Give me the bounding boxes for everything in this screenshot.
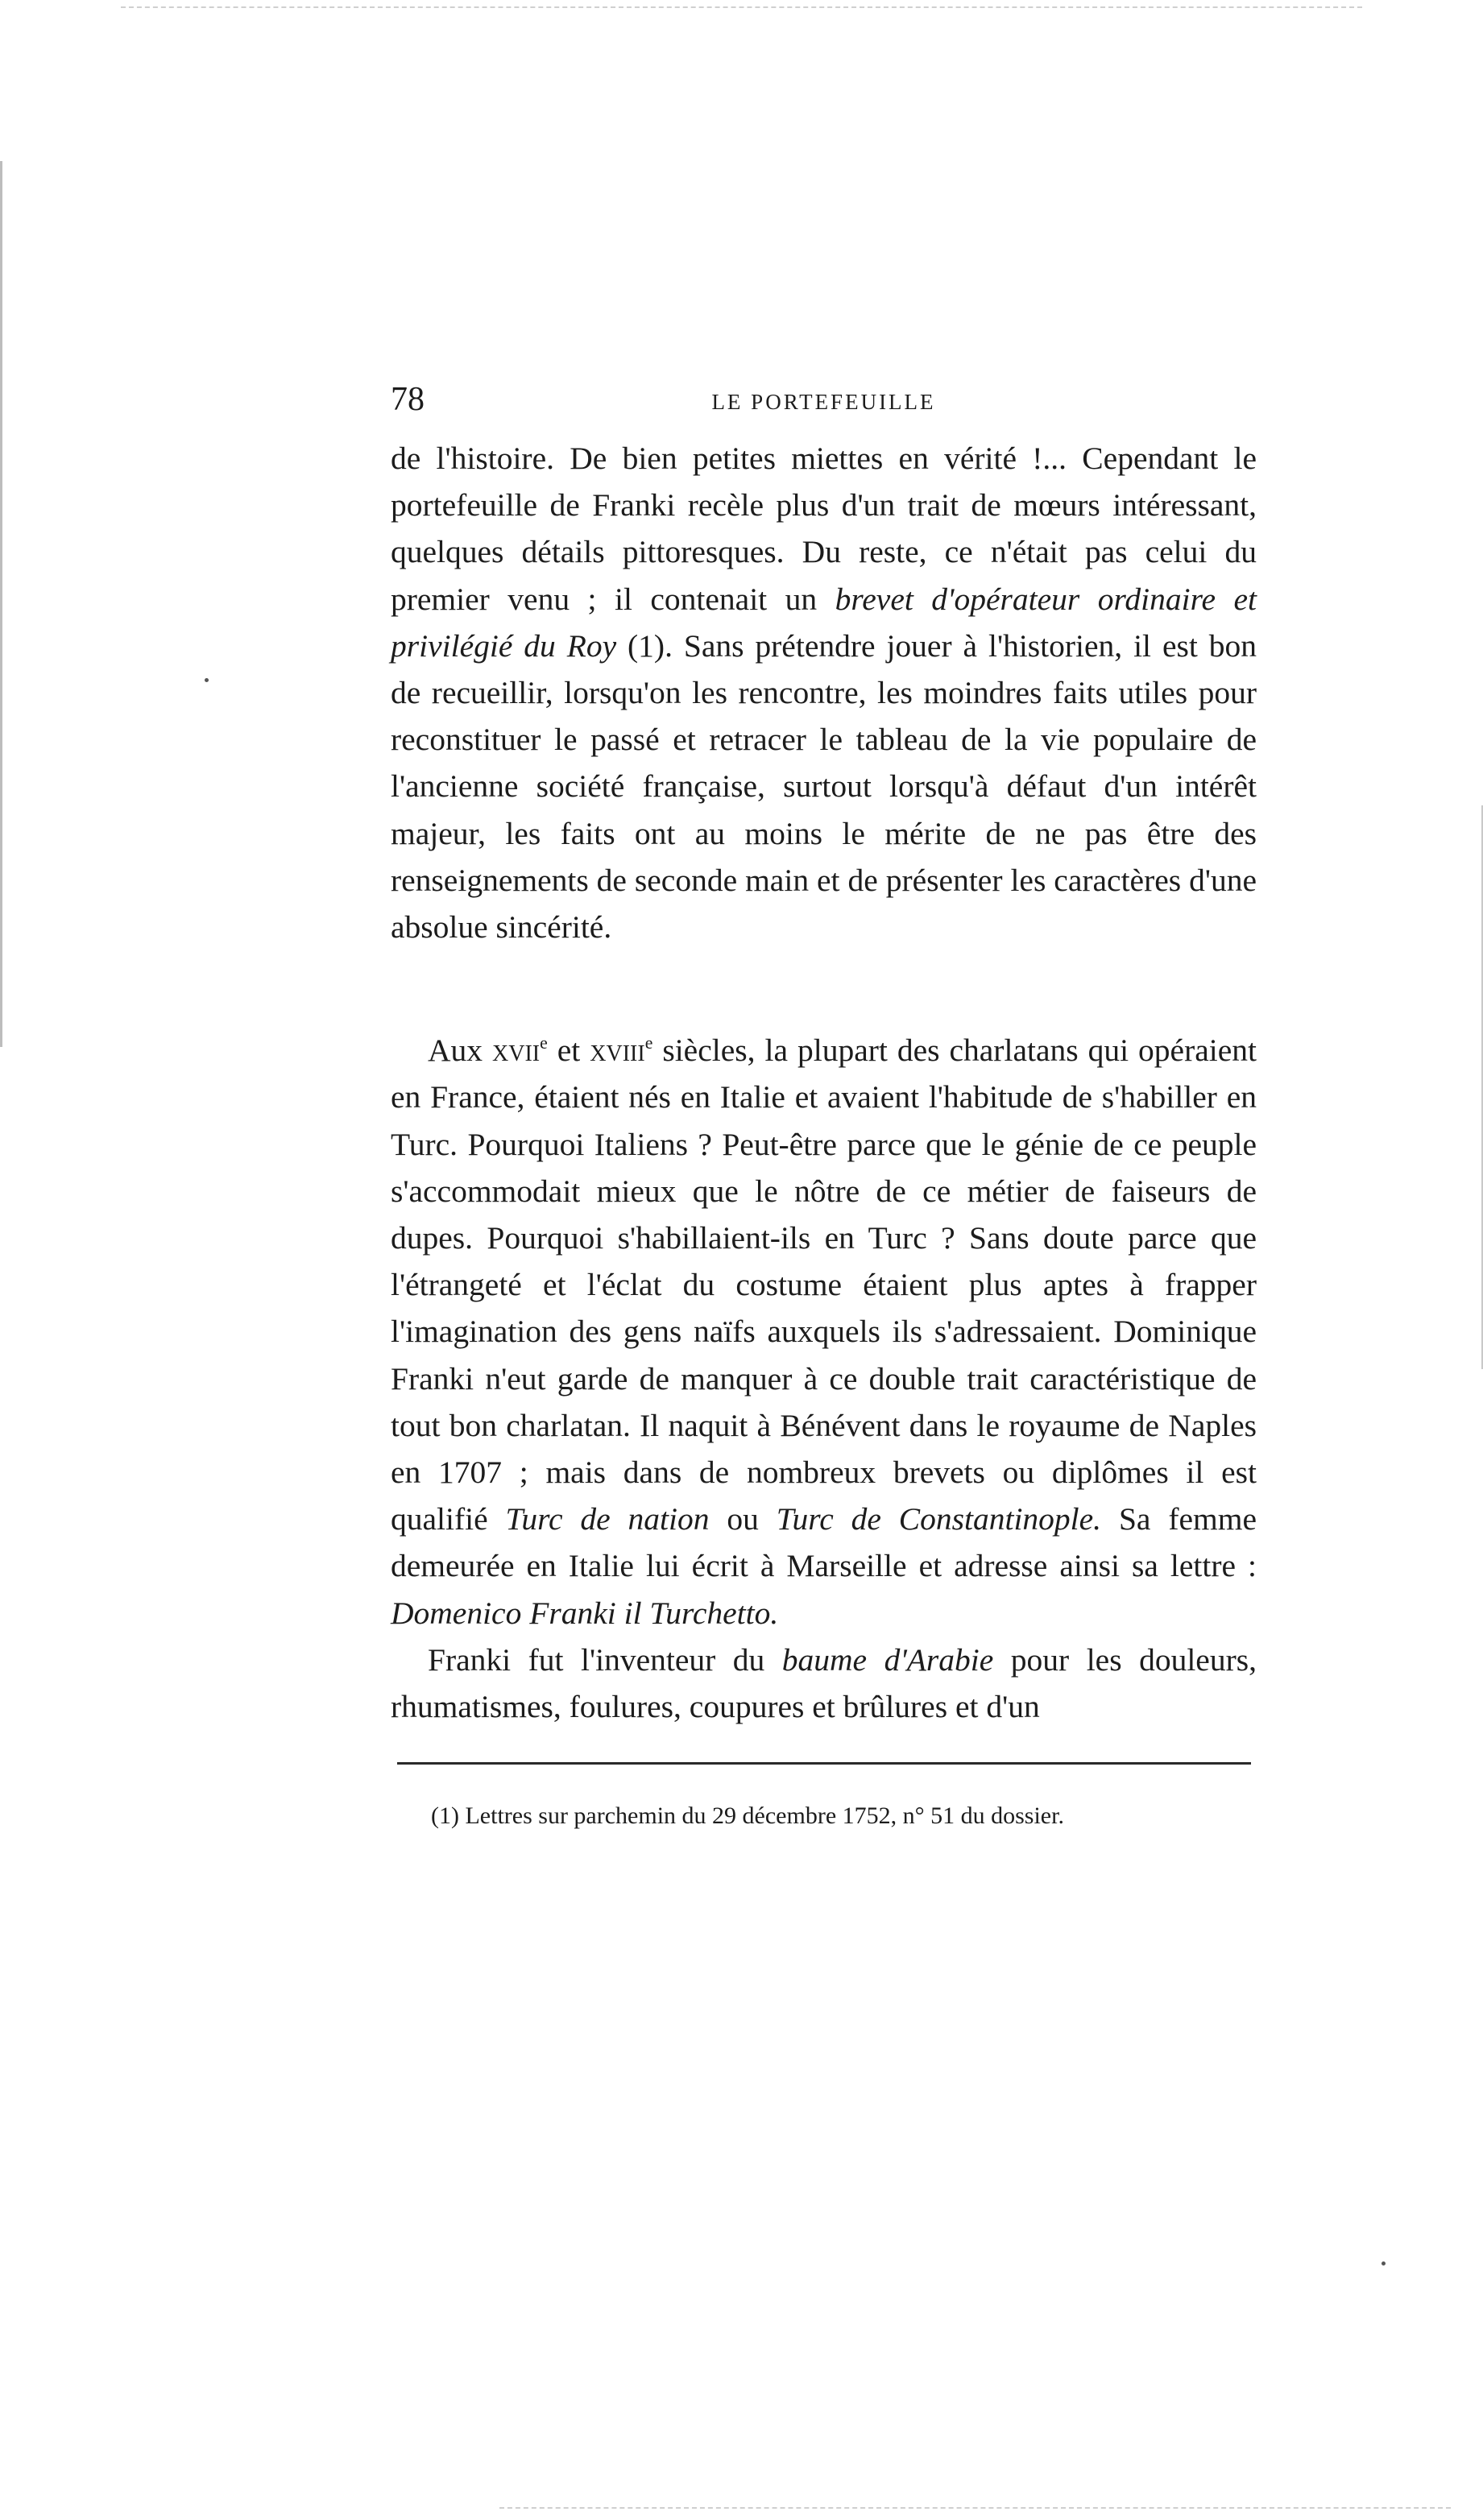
scan-bottom-marks	[499, 2507, 1451, 2510]
text-run: ou	[709, 1501, 777, 1537]
paragraph-3	[391, 1637, 1257, 1730]
text-run: Aux	[428, 1032, 493, 1069]
italic-text: Turc de Constantinople.	[776, 1501, 1102, 1537]
footnote-rule	[397, 1762, 1251, 1765]
section-gap	[391, 950, 1257, 1027]
paragraph-2	[391, 1027, 1257, 1637]
italic-text: baume d'Arabie	[781, 1641, 994, 1678]
running-head	[391, 379, 1257, 435]
text-run: siècles, la plupart des charlatans qui opéraient en France, étaient nés en Italie et avaient l'habitude de s'habiller en Turc. Pourquoi Italiens ? Peut-être parce que le génie de ce peuple s'accommodait mieux que le nôtre de ce métier de faiseurs de dupes. Pourquoi s'habillaient-ils en Turc ? Sans doute parce que l'étrangeté et l'éclat du costume étaient plus aptes à frapper l'imagination des gens naïfs auxquels ils s'adressaient. Dominique Franki n'eut garde de manquer à ce double trait caractéristique de tout bon charlatan. Il naquit à Bénévent dans le royaume de Naples en 1707 ; mais dans de nombreux brevets ou diplômes il est qualifié	[391, 1032, 1257, 1537]
superscript: e	[540, 1033, 548, 1053]
superscript: e	[644, 1033, 653, 1053]
italic-text: Turc de nation	[505, 1501, 710, 1537]
italic-text: brevet d'opérateur ordinaire et privilégié du Roy	[391, 581, 1257, 664]
running-title: LE PORTEFEUILLE	[711, 390, 936, 414]
century-numeral: xviii	[590, 1032, 645, 1069]
page-number: 78	[391, 381, 425, 418]
paragraph-1	[391, 435, 1257, 950]
scan-speck	[205, 678, 209, 682]
book-page	[391, 379, 1257, 1832]
italic-text: Domenico Franki il Turchetto.	[391, 1595, 779, 1631]
scan-speck	[1382, 2261, 1386, 2266]
footnote: (1) Lettres sur parchemin du 29 décembre 1752, n° 51 du dossier.	[431, 1802, 1064, 1830]
scan-left-edge	[0, 161, 2, 1047]
text-run: de l'histoire. De bien petites miettes en vérité !... Cependant le portefeuille de Franki recèle plus d'un trait de mœurs intéressant, quelques détails pittoresques. Du reste, ce n'était pas celui du premier venu ; il contenait un	[391, 441, 1257, 617]
text-run: Franki fut l'inventeur du	[428, 1641, 782, 1678]
century-numeral: xvii	[492, 1032, 541, 1069]
text-run: pour les douleurs, rhumatismes, foulures, coupures et brûlures et d'un	[391, 1641, 1257, 1725]
scan-top-marks	[121, 6, 1362, 10]
text-run: (1). Sans prétendre jouer à l'historien, il est bon de recueillir, lorsqu'on les rencontre, les moindres faits utiles pour reconstituer le passé et retracer le tableau de la vie populaire de l'ancienne société française, surtout lorsqu'à défaut d'un intérêt majeur, les faits ont au moins le mérite de ne pas être des renseignements de seconde main et de présenter les caractères d'une absolue sincérité.	[391, 627, 1257, 946]
text-run: et	[547, 1032, 590, 1069]
text-run: Sa femme demeurée en Italie lui écrit à Marseille et adresse ainsi sa lettre :	[391, 1501, 1257, 1584]
